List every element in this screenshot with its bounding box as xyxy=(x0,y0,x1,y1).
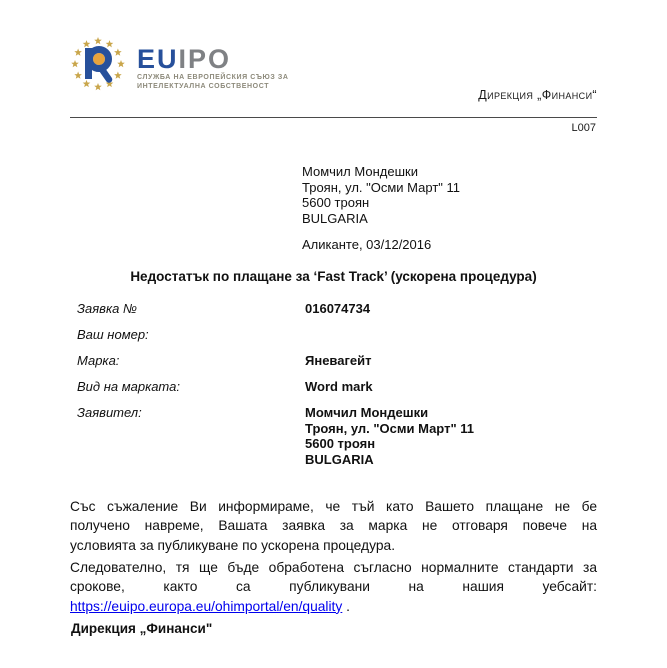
recipient-street: Троян, ул. "Осми Март" 11 xyxy=(302,179,460,195)
field-label: Марка: xyxy=(77,353,120,368)
brand-ipo: IPO xyxy=(178,44,232,74)
field-label: Заявка № xyxy=(77,301,137,316)
field-row-applicant xyxy=(77,405,597,467)
paragraph-line: условията за публикуване по ускорена процедура. xyxy=(70,537,396,553)
field-row-trademark xyxy=(77,353,597,369)
paragraph-line: Със съжаление Ви информираме, че тъй като Вашето плащане не бе xyxy=(70,499,597,514)
logo-tagline-line1: СЛУЖБА НА ЕВРОПЕЙСКИЯ СЪЮЗ ЗА xyxy=(137,74,289,81)
applicant-address-block xyxy=(305,405,474,467)
applicant-postal-city: 5600 троян xyxy=(305,436,376,451)
logo-tagline-line2: ИНТЕЛЕКТУАЛНА СОБСТВЕНОСТ xyxy=(137,83,270,90)
subject-line: Недостатък по плащане за ‘Fast Track’ (ускорена процедура) xyxy=(130,269,537,284)
signature-department: Дирекция „Финанси" xyxy=(71,621,213,636)
euipo-wordmark xyxy=(137,33,289,91)
recipient-country: BULGARIA xyxy=(302,210,368,226)
euipo-star-emblem-icon xyxy=(68,33,128,100)
field-label: Ваш номер: xyxy=(77,327,149,342)
header-divider xyxy=(70,117,597,118)
recipient-address-block xyxy=(302,164,460,226)
form-code: L007 xyxy=(571,122,596,134)
body-paragraph-1 xyxy=(70,497,597,555)
field-label: Заявител: xyxy=(77,405,142,420)
recipient-postal-city: 5600 троян xyxy=(302,195,370,210)
quality-website-link[interactable]: https://euipo.europa.eu/ohimportal/en/quality xyxy=(70,598,343,614)
euipo-logo xyxy=(68,33,289,100)
department-header: Дирекция „Финанси“ xyxy=(478,88,597,102)
paragraph-line: Следователно, тя ще бъде обработена съгласно нормалните стандарти за xyxy=(70,560,597,575)
field-row-application-number xyxy=(77,301,597,317)
link-line xyxy=(70,597,597,616)
link-suffix: . xyxy=(342,598,350,614)
paragraph-line: срокове, както са публикувани на нашия уебсайт: xyxy=(70,579,597,595)
paragraph-line: получено навреме, Вашата заявка за марка не отговаря повече на xyxy=(70,518,597,534)
field-value: Яневагейт xyxy=(305,353,372,368)
applicant-country: BULGARIA xyxy=(305,451,374,467)
field-value: Word mark xyxy=(305,379,373,394)
field-value: 016074734 xyxy=(305,301,371,316)
case-fields xyxy=(77,301,597,478)
applicant-street: Троян, ул. "Осми Март" 11 xyxy=(305,420,474,436)
place-and-date: Аликанте, 03/12/2016 xyxy=(302,237,432,252)
field-label: Вид на марката: xyxy=(77,379,180,394)
field-row-your-reference xyxy=(77,327,597,343)
brand-eu: EU xyxy=(137,44,179,74)
field-row-mark-type xyxy=(77,379,597,395)
recipient-name: Момчил Мондешки xyxy=(302,164,418,179)
applicant-name: Момчил Мондешки xyxy=(305,405,429,420)
body-paragraph-2 xyxy=(70,558,597,616)
